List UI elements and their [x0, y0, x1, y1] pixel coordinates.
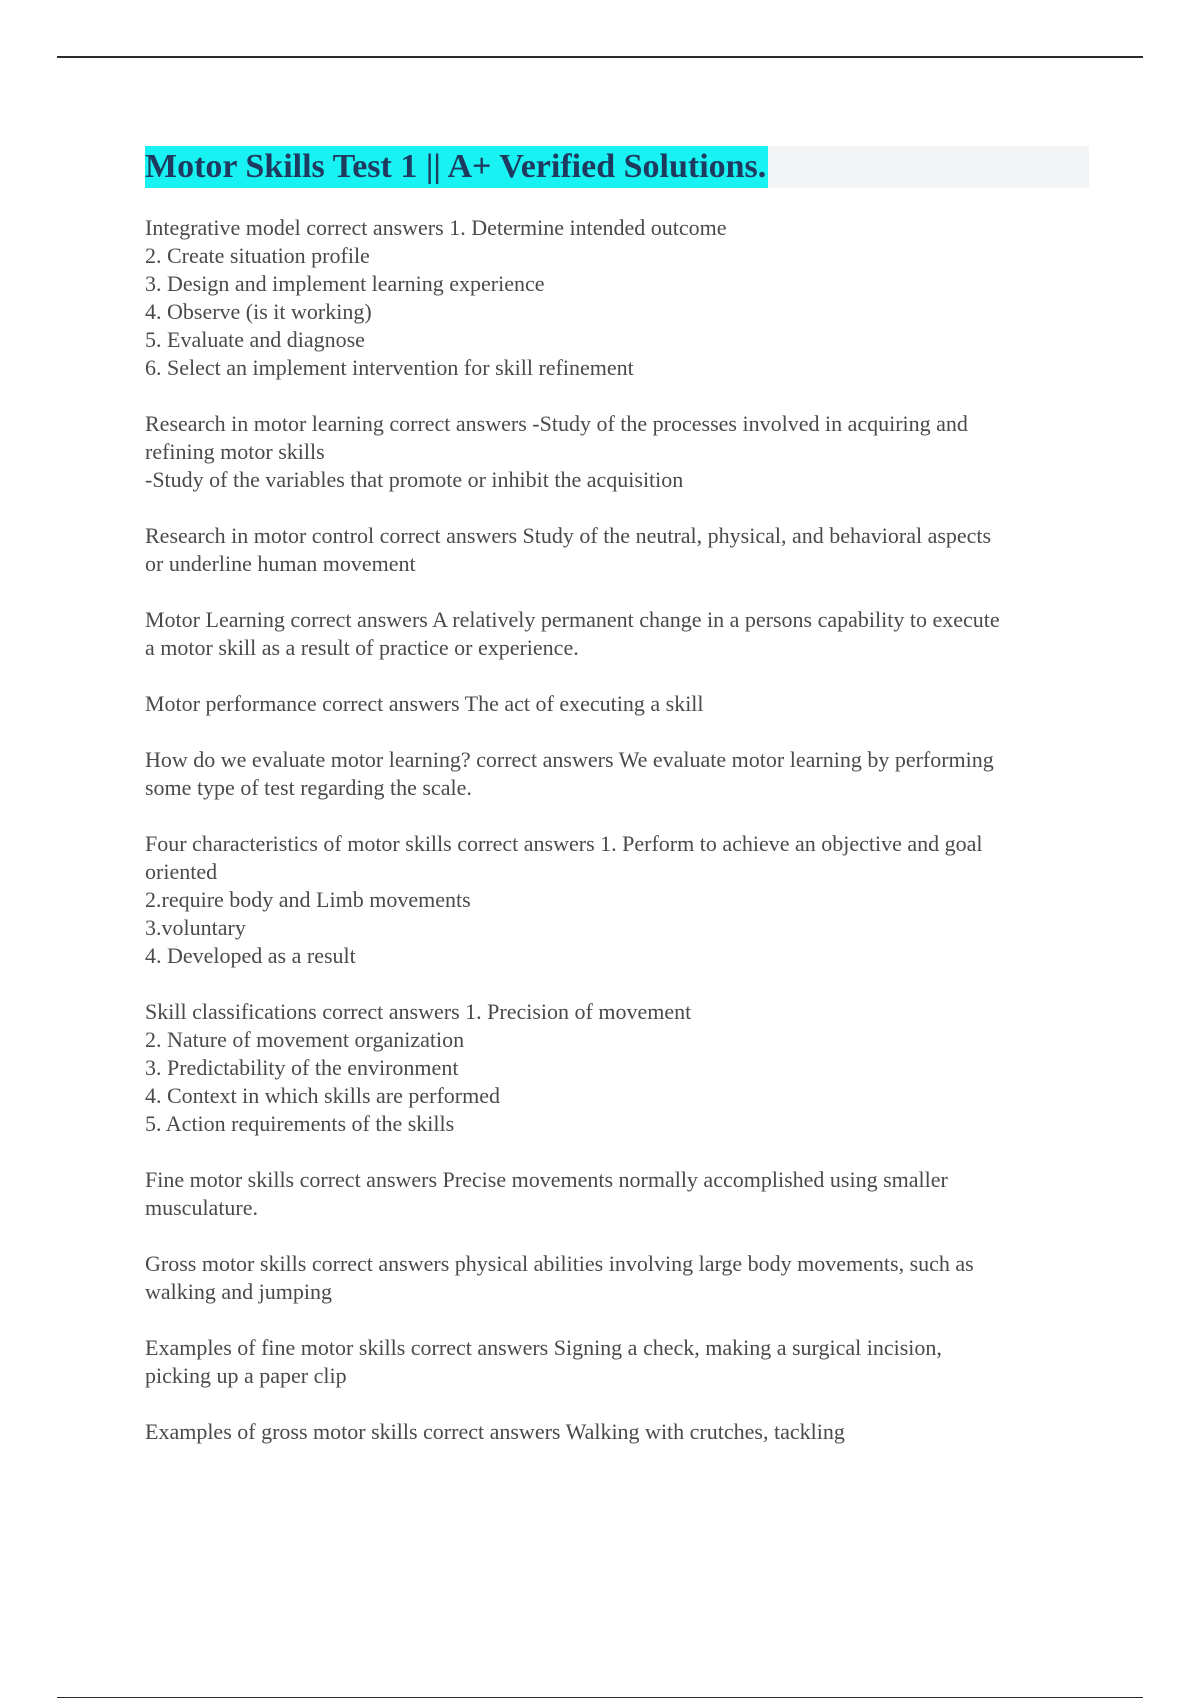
entry-line: musculature.: [145, 1195, 259, 1220]
entry-motor-performance: [145, 690, 1095, 718]
bottom-rule: [57, 1697, 1143, 1698]
entry-examples-fine-motor: [145, 1334, 1095, 1390]
entry-line: 5. Evaluate and diagnose: [145, 327, 365, 352]
entry-line: 2. Create situation profile: [145, 243, 370, 268]
entry-line: 4. Observe (is it working): [145, 299, 372, 324]
entry-line: 3. Design and implement learning experience: [145, 271, 545, 296]
entry-line: Four characteristics of motor skills correct answers 1. Perform to achieve an objective and goal: [145, 831, 983, 856]
document-body: [145, 214, 1095, 1474]
entry-motor-learning: [145, 606, 1095, 662]
entry-gross-motor-skills: [145, 1250, 1095, 1306]
entry-line: refining motor skills: [145, 439, 325, 464]
entry-skill-classifications: [145, 998, 1095, 1138]
entry-line: -Study of the variables that promote or inhibit the acquisition: [145, 467, 684, 492]
entry-fine-motor-skills: [145, 1166, 1095, 1222]
entry-line: Research in motor control correct answers Study of the neutral, physical, and behavioral aspects: [145, 523, 992, 548]
entry-evaluate-motor-learning: [145, 746, 1095, 802]
entry-line: a motor skill as a result of practice or experience.: [145, 635, 579, 660]
entry-line: Examples of gross motor skills correct answers Walking with crutches, tackling: [145, 1419, 845, 1444]
entry-line: Motor Learning correct answers A relatively permanent change in a persons capability to execute: [145, 607, 1000, 632]
entry-line: 4. Developed as a result: [145, 943, 356, 968]
entry-line: some type of test regarding the scale.: [145, 775, 472, 800]
entry-line: picking up a paper clip: [145, 1363, 347, 1388]
entry-line: 2. Nature of movement organization: [145, 1027, 465, 1052]
entry-line: How do we evaluate motor learning? correct answers We evaluate motor learning by performing: [145, 747, 994, 772]
entry-line: Fine motor skills correct answers Precise movements normally accomplished using smaller: [145, 1167, 948, 1192]
entry-line: Skill classifications correct answers 1. Precision of movement: [145, 999, 692, 1024]
entry-line: 6. Select an implement intervention for skill refinement: [145, 355, 634, 380]
entry-line: Integrative model correct answers 1. Determine intended outcome: [145, 215, 727, 240]
entry-line: 3.voluntary: [145, 915, 246, 940]
entry-line: Gross motor skills correct answers physical abilities involving large body movements, such as: [145, 1251, 974, 1276]
entry-line: 4. Context in which skills are performed: [145, 1083, 500, 1108]
entry-integrative-model: [145, 214, 1095, 382]
entry-line: oriented: [145, 859, 218, 884]
entry-line: or underline human movement: [145, 551, 416, 576]
top-rule: [57, 56, 1143, 58]
entry-line: 3. Predictability of the environment: [145, 1055, 459, 1080]
entry-examples-gross-motor: [145, 1418, 1095, 1446]
entry-research-motor-control: [145, 522, 1095, 578]
entry-line: Motor performance correct answers The act of executing a skill: [145, 691, 704, 716]
entry-line: 5. Action requirements of the skills: [145, 1111, 455, 1136]
entry-line: walking and jumping: [145, 1279, 332, 1304]
entry-line: 2.require body and Limb movements: [145, 887, 471, 912]
entry-line: Examples of fine motor skills correct answers Signing a check, making a surgical incision,: [145, 1335, 942, 1360]
entry-line: Research in motor learning correct answers -Study of the processes involved in acquiring and: [145, 411, 968, 436]
entry-four-characteristics: [145, 830, 1095, 970]
entry-research-motor-learning: [145, 410, 1095, 494]
document-title: Motor Skills Test 1 || A+ Verified Solutions.: [145, 146, 768, 188]
